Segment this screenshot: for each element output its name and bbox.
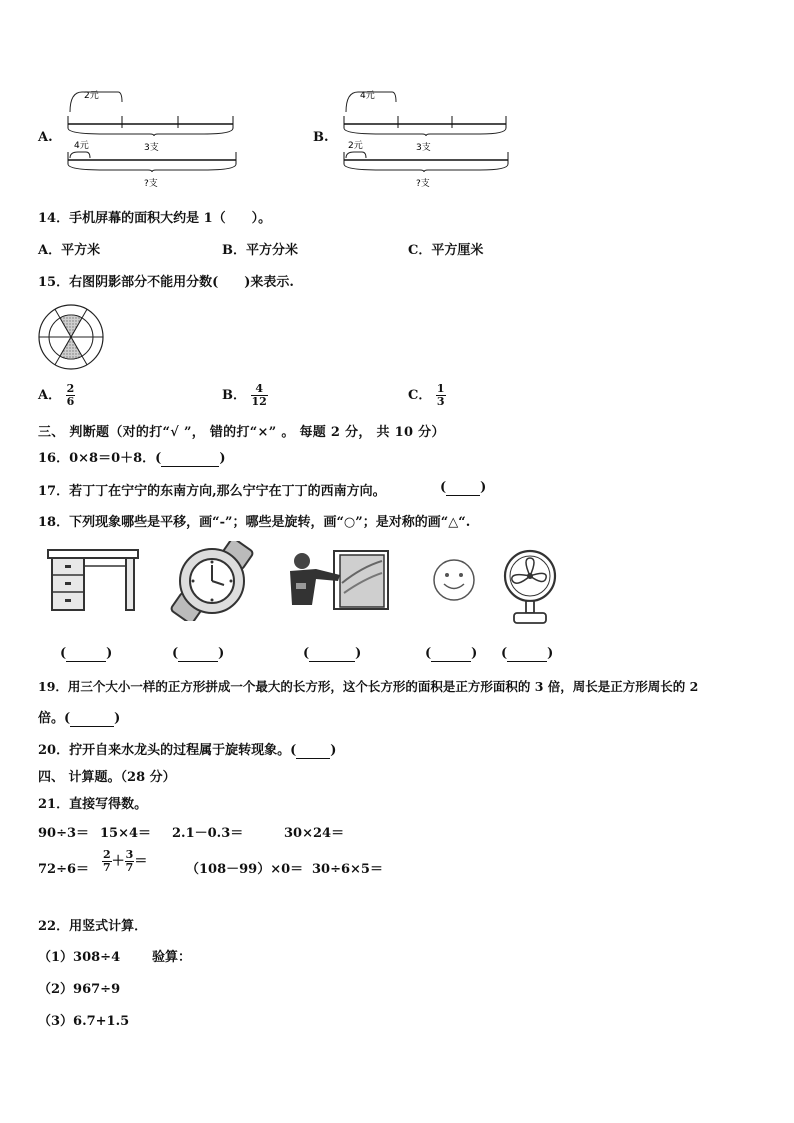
- q21-row2-c2: [102, 849, 147, 874]
- q17-answer-blank[interactable]: [446, 480, 480, 496]
- window-picture: [282, 547, 390, 611]
- q13-a-top-label: 2元: [84, 91, 99, 101]
- q15-question: 15．右图阴影部分不能用分数( )来表示.: [38, 275, 294, 290]
- q21-frac2-num: 3: [125, 848, 134, 861]
- q18-text: 18．下列现象哪些是平移，画“-”；哪些是旋转，画“○”；是对称的画“△“.: [38, 515, 471, 530]
- q15-a-den: 6: [66, 395, 75, 408]
- q16-paren-close: ): [219, 451, 226, 466]
- q18-answer-blank-3[interactable]: [309, 646, 355, 662]
- q22-item-1: （1）308÷4: [38, 950, 121, 965]
- q21-frac1-den: 7: [103, 861, 111, 874]
- q17-answer: ( ): [440, 480, 487, 495]
- q15-option-b-fraction: [251, 383, 268, 408]
- desk-picture: [46, 548, 140, 614]
- q21-row1-c4: 30×24＝: [284, 826, 345, 841]
- q20-answer-blank[interactable]: [296, 743, 330, 759]
- q21-frac2: [125, 849, 135, 874]
- q21-plus: ＋: [111, 854, 125, 869]
- q21-row1-c3: 2.1－0.3＝: [172, 826, 244, 841]
- q15-b-den: 12: [251, 395, 267, 408]
- q13-b-top-label: 4元: [360, 91, 375, 101]
- q19-line2: [38, 707, 120, 727]
- q14-option-a: A．平方米: [38, 243, 101, 258]
- q13-option-a-letter: A.: [38, 130, 53, 145]
- q21-row1-c2: 15×4＝: [100, 826, 152, 841]
- q21-frac1-num: 2: [103, 848, 111, 861]
- q19-line2-text: 倍。(: [38, 711, 71, 726]
- q18-answer-blank-1[interactable]: [66, 646, 106, 662]
- q20: [38, 739, 336, 759]
- q16-answer-blank[interactable]: [161, 451, 219, 467]
- q22-item-2: （2）967÷9: [38, 982, 121, 997]
- q15-b-num: 4: [251, 383, 268, 396]
- q13-a-mid-label: 3支: [144, 143, 159, 153]
- q15-option-c: [408, 383, 446, 408]
- q15-option-a-fraction: [66, 383, 76, 408]
- q14-option-c: C．平方厘米: [408, 243, 484, 258]
- q15-c-num: 1: [436, 382, 445, 395]
- q13-option-b-letter: B.: [313, 130, 329, 145]
- q13-b-bottom-left-label: 2元: [348, 141, 363, 151]
- q15-option-c-fraction: [436, 383, 446, 408]
- q13-option-b-diagram: [340, 86, 520, 192]
- q21-row2-c1: 72÷6＝: [38, 862, 90, 877]
- q15-option-a-letter: A．: [38, 388, 62, 403]
- q22-question: 22．用竖式计算．: [38, 919, 148, 934]
- q13-b-mid-label: 3支: [416, 143, 431, 153]
- q19-paren-close: ): [114, 711, 121, 726]
- q22-check-label: 验算：: [152, 950, 192, 965]
- q18-paren-close-2: ): [218, 646, 225, 661]
- q18-paren-close-3: ): [355, 646, 362, 661]
- q15-option-c-letter: C．: [408, 388, 432, 403]
- q21-frac1: [102, 849, 112, 874]
- q14-question: 14．手机屏幕的面积大约是 1（ ）。: [38, 211, 272, 226]
- q19-line1: 19．用三个大小一样的正方形拼成一个最大的长方形，这个长方形的面积是正方形面积的 3 倍，周长是正方形周长的 2: [38, 679, 699, 694]
- q15-option-a: [38, 383, 75, 408]
- q21-eq: ＝: [134, 854, 148, 869]
- q14-option-b: B．平方分米: [222, 243, 298, 258]
- q18-answer-blank-5[interactable]: [507, 646, 547, 662]
- q13-b-bottom-label: ?支: [416, 179, 430, 189]
- q13-option-a-diagram: [64, 86, 244, 192]
- q20-paren-close: ): [330, 743, 337, 758]
- q17-text: 17．若丁丁在宁宁的东南方向,那么宁宁在丁丁的西南方向。: [38, 484, 386, 499]
- q20-text: 20．拧开自来水龙头的过程属于旋转现象。(: [38, 743, 297, 758]
- q21-question: 21．直接写得数。: [38, 797, 148, 812]
- q18-answer-blank-2[interactable]: [178, 646, 218, 662]
- q15-a-num: 2: [66, 382, 75, 395]
- q19-answer-blank[interactable]: [70, 711, 114, 727]
- q18-answer-blank-4[interactable]: [431, 646, 471, 662]
- q15-c-den: 3: [436, 395, 445, 408]
- q16-text: 16．0×8＝0＋8．(: [38, 451, 162, 466]
- q17-paren-close: ): [480, 480, 487, 495]
- q18-answer-1: ( ): [60, 646, 113, 661]
- q22-item-3: （3）6.7+1.5: [38, 1014, 130, 1029]
- q18-answer-3: ( ): [303, 646, 362, 661]
- q18-answer-4: ( ): [425, 646, 478, 661]
- q18-paren-close-1: ): [106, 646, 113, 661]
- q21-frac2-den: 7: [125, 861, 134, 874]
- q15-option-b: [222, 383, 268, 408]
- q18-answer-2: ( ): [172, 646, 225, 661]
- fan-picture: [500, 548, 562, 628]
- q18-paren-close-4: ): [471, 646, 478, 661]
- smiley-picture: [430, 556, 478, 604]
- q21-row2-c4: 30÷6×5＝: [312, 862, 383, 877]
- q16: [38, 447, 225, 467]
- q21-row1-c1: 90÷3＝: [38, 826, 90, 841]
- watch-picture: [164, 541, 260, 621]
- q18-paren-close-5: ): [547, 646, 554, 661]
- q18-answer-5: ( ): [501, 646, 554, 661]
- q15-shaded-circle: [36, 302, 106, 372]
- section-3-heading: 三、 判断题（对的打“√ ”， 错的打“×” 。 每题 2 分， 共 10 分）: [38, 425, 445, 440]
- section-4-heading: 四、 计算题。（28 分）: [38, 770, 176, 785]
- q13-a-bottom-label: ?支: [144, 179, 158, 189]
- q21-row2-c3: （108－99）×0＝: [186, 862, 304, 877]
- q13-a-bottom-left-label: 4元: [74, 141, 89, 151]
- q15-option-b-letter: B．: [222, 388, 246, 403]
